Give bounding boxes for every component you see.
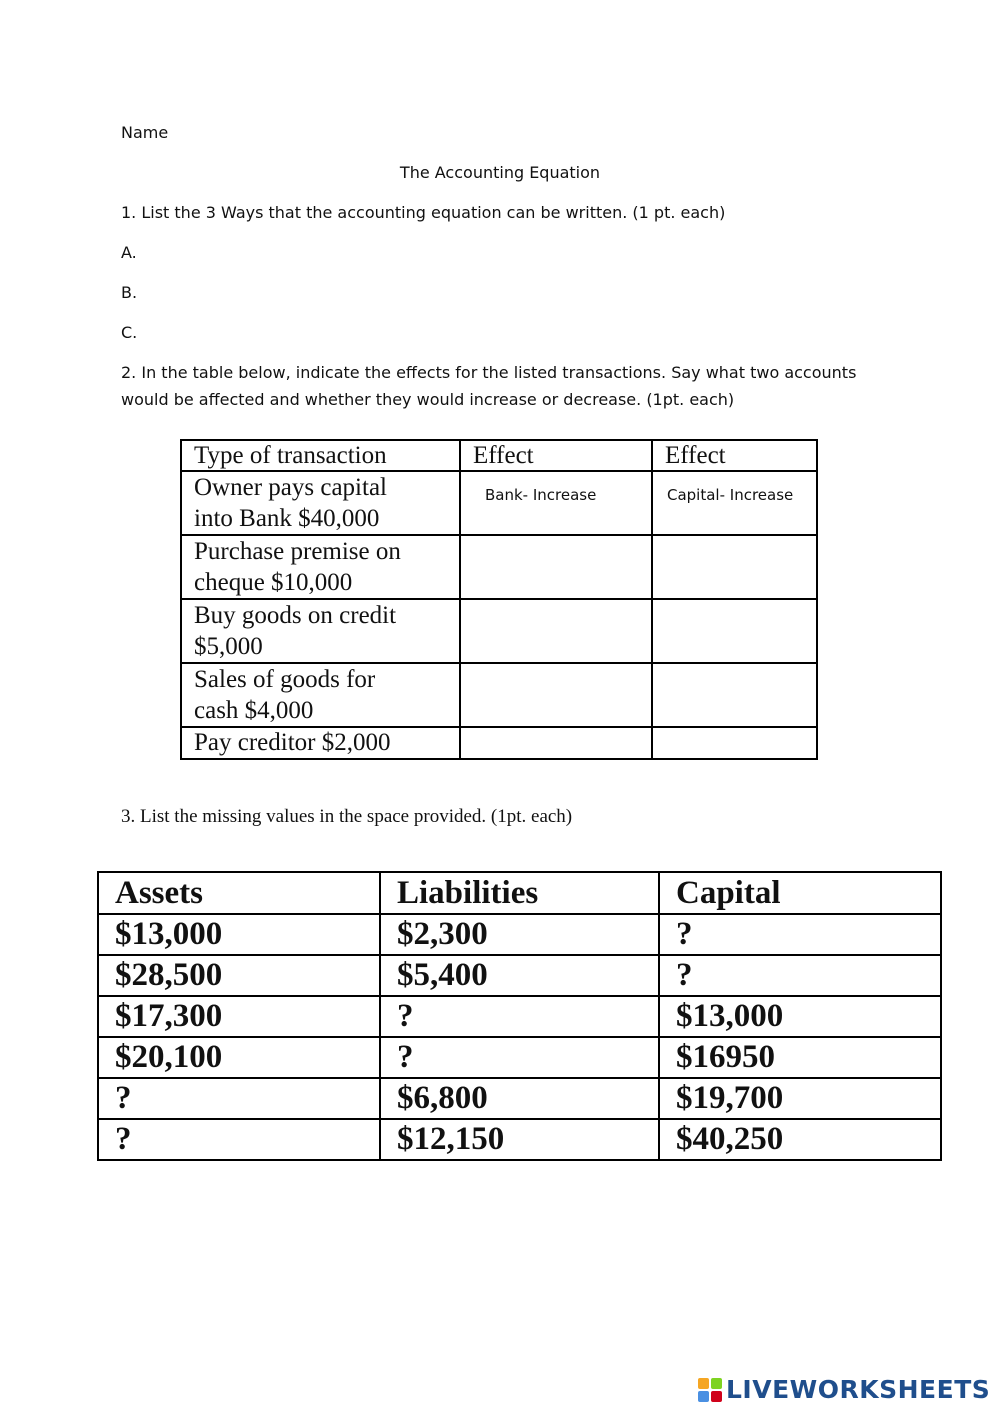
- liveworksheets-logo: [698, 1375, 990, 1404]
- question-2-prompt-line2: would be affected and whether they would increase or decrease. (1pt. each): [121, 390, 735, 409]
- effect-2-cell[interactable]: [652, 727, 817, 759]
- table-row: [98, 1119, 941, 1160]
- transaction-cell: Owner pays capital into Bank $40,000: [181, 471, 460, 535]
- transaction-cell: Purchase premise on cheque $10,000: [181, 535, 460, 599]
- table-row: [98, 955, 941, 996]
- table-row: [181, 663, 817, 727]
- assets-cell[interactable]: ?: [98, 1078, 380, 1119]
- capital-cell: $16950: [659, 1037, 941, 1078]
- capital-cell: $40,250: [659, 1119, 941, 1160]
- name-label: Name: [121, 123, 169, 142]
- table-header-row: [181, 440, 817, 471]
- liabilities-cell[interactable]: ?: [380, 996, 659, 1037]
- column-header: Liabilities: [380, 872, 659, 914]
- effect-1-cell[interactable]: [460, 599, 652, 663]
- question-1-prompt: 1. List the 3 Ways that the accounting equation can be written. (1 pt. each): [121, 203, 726, 222]
- assets-cell[interactable]: ?: [98, 1119, 380, 1160]
- answer-c-label: C.: [121, 323, 138, 342]
- assets-cell: $13,000: [98, 914, 380, 955]
- assets-cell: $20,100: [98, 1037, 380, 1078]
- table-row: [98, 1078, 941, 1119]
- table-row: [98, 1037, 941, 1078]
- capital-cell[interactable]: ?: [659, 955, 941, 996]
- column-header: Effect: [652, 440, 817, 471]
- capital-cell: $13,000: [659, 996, 941, 1037]
- missing-values-table: [97, 871, 942, 1161]
- effect-1-cell[interactable]: [460, 727, 652, 759]
- effect-2-cell[interactable]: [652, 599, 817, 663]
- liabilities-cell: $12,150: [380, 1119, 659, 1160]
- assets-cell: $17,300: [98, 996, 380, 1037]
- column-header: Type of transaction: [181, 440, 460, 471]
- transactions-table: [180, 439, 818, 760]
- transaction-cell: Pay creditor $2,000: [181, 727, 460, 759]
- table-header-row: [98, 872, 941, 914]
- liabilities-cell: $5,400: [380, 955, 659, 996]
- effect-1-cell[interactable]: [460, 535, 652, 599]
- effect-2-cell[interactable]: [652, 663, 817, 727]
- effect-2-cell[interactable]: Capital- Increase: [652, 471, 817, 535]
- capital-cell: $19,700: [659, 1078, 941, 1119]
- liabilities-cell: $2,300: [380, 914, 659, 955]
- logo-square: [698, 1391, 709, 1402]
- liabilities-cell: $6,800: [380, 1078, 659, 1119]
- answer-b-label: B.: [121, 283, 138, 302]
- column-header: Effect: [460, 440, 652, 471]
- assets-cell: $28,500: [98, 955, 380, 996]
- table-row: [181, 727, 817, 759]
- column-header: Assets: [98, 872, 380, 914]
- answer-a-label: A.: [121, 243, 137, 262]
- page-title: The Accounting Equation: [399, 163, 601, 182]
- liabilities-cell[interactable]: ?: [380, 1037, 659, 1078]
- brand-name: LIVEWORKSHEETS: [726, 1375, 991, 1404]
- column-header: Capital: [659, 872, 941, 914]
- effect-1-cell[interactable]: Bank- Increase: [460, 471, 652, 535]
- table-row: [98, 996, 941, 1037]
- question-3-prompt: 3. List the missing values in the space provided. (1pt. each): [121, 806, 573, 827]
- table-row: [181, 599, 817, 663]
- transaction-cell: Buy goods on credit $5,000: [181, 599, 460, 663]
- table-row: [181, 471, 817, 535]
- logo-square: [711, 1378, 722, 1389]
- logo-grid-icon: [698, 1378, 722, 1402]
- table-row: [181, 535, 817, 599]
- effect-2-cell[interactable]: [652, 535, 817, 599]
- logo-square: [711, 1391, 722, 1402]
- table-row: [98, 914, 941, 955]
- question-2-prompt-line1: 2. In the table below, indicate the effects for the listed transactions. Say what two accounts: [121, 363, 857, 382]
- transaction-cell: Sales of goods for cash $4,000: [181, 663, 460, 727]
- effect-1-cell[interactable]: [460, 663, 652, 727]
- logo-square: [698, 1378, 709, 1389]
- capital-cell[interactable]: ?: [659, 914, 941, 955]
